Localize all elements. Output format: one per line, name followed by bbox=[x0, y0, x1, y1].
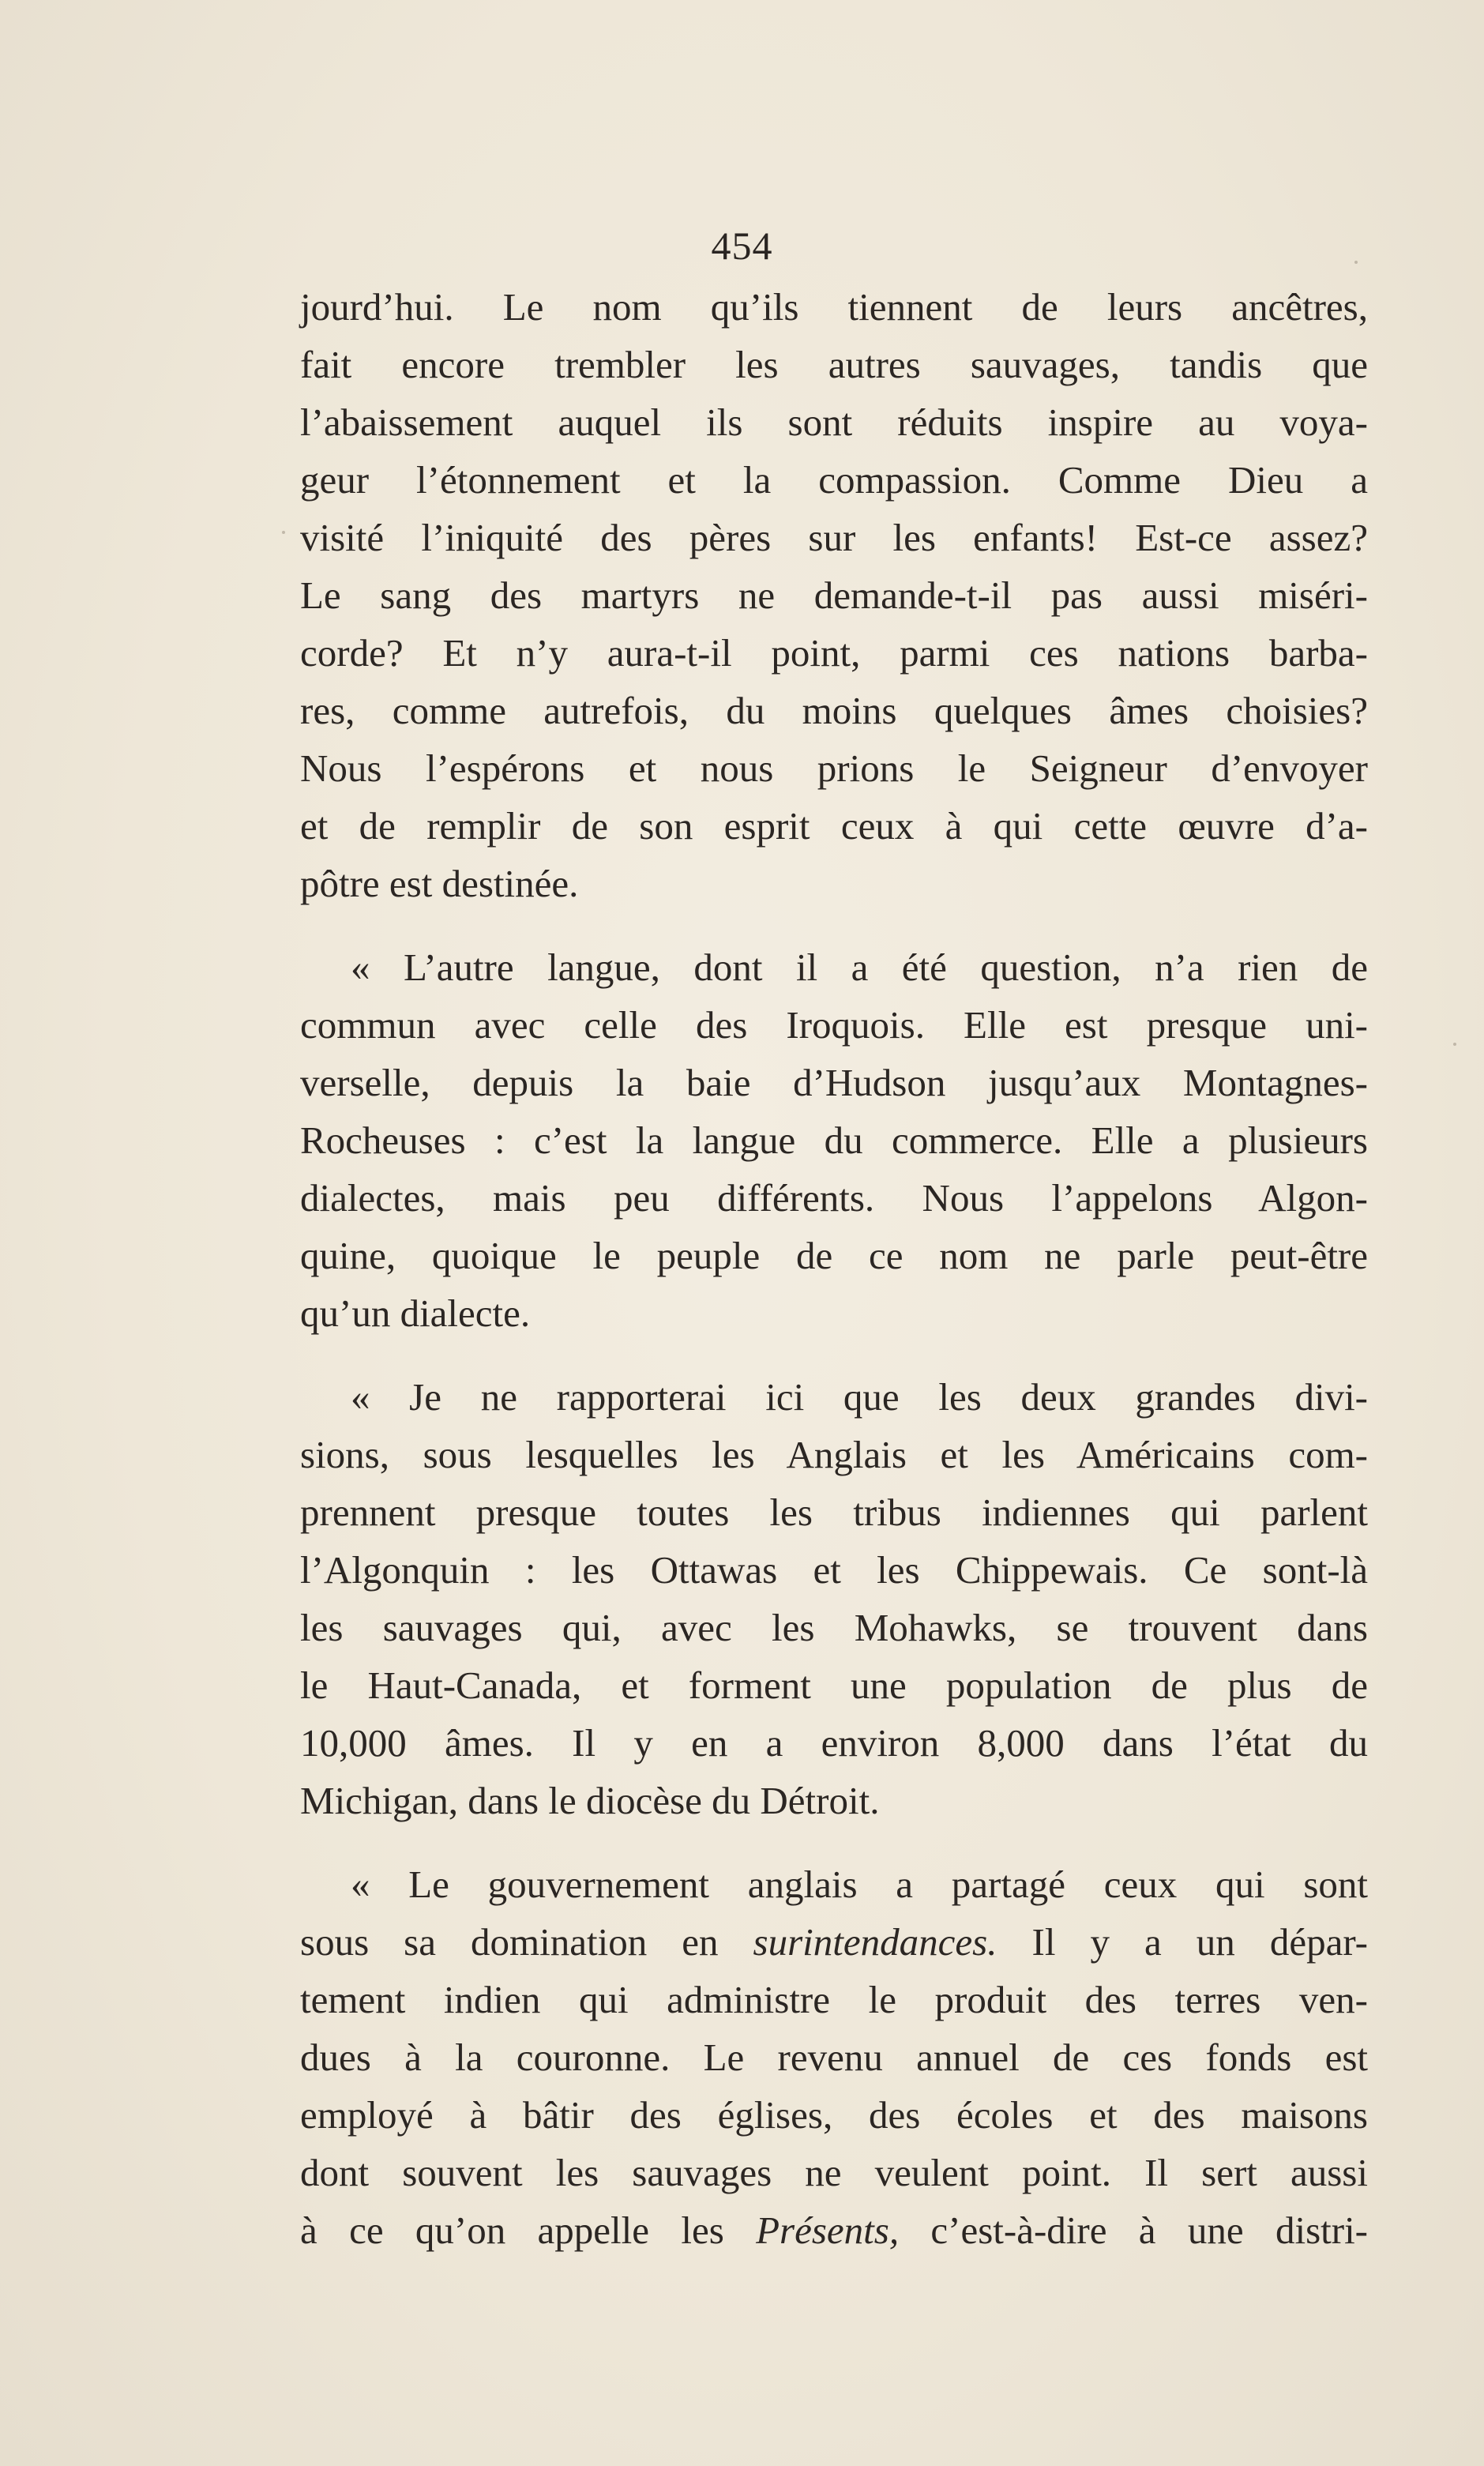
text-line: qu’un dialecte. bbox=[300, 1291, 531, 1335]
text-line: l’abaissement auquel ils sont réduits inspire au voya- bbox=[300, 400, 1368, 444]
text-line: prennent presque toutes les tribus indiennes qui parlent bbox=[300, 1491, 1368, 1534]
text-line: res, comme autrefois, du moins quelques âmes choisies? bbox=[300, 689, 1368, 732]
text-line: dues à la couronne. Le revenu annuel de ces fonds est bbox=[300, 2036, 1368, 2079]
text-line: le Haut-Canada, et forment une population de plus de bbox=[300, 1663, 1368, 1707]
text-run: Il y a un dépar- bbox=[997, 1920, 1368, 1964]
paper-speck bbox=[282, 531, 285, 534]
paper-speck bbox=[1354, 261, 1358, 264]
text-line: pôtre est destinée. bbox=[300, 862, 579, 905]
text-line: tement indien qui administre le produit des terres ven- bbox=[300, 1978, 1368, 2021]
paragraph-4 bbox=[300, 1855, 1368, 2259]
text-line: geur l’étonnement et la compassion. Comme Dieu a bbox=[300, 458, 1368, 502]
italic-term: surintendances. bbox=[753, 1920, 997, 1964]
text-line: 10,000 âmes. Il y en a environ 8,000 dans l’état du bbox=[300, 1721, 1368, 1765]
text-line: fait encore trembler les autres sauvages, tandis que bbox=[300, 343, 1368, 386]
text-line: Le sang des martyrs ne demande-t-il pas aussi miséri- bbox=[300, 573, 1368, 617]
text-line: jourd’hui. Le nom qu’ils tiennent de leurs ancêtres, bbox=[300, 285, 1368, 329]
text-line: l’Algonquin : les Ottawas et les Chippewais. Ce sont-là bbox=[300, 1548, 1368, 1592]
text-line: « Je ne rapporterai ici que les deux grandes divi- bbox=[351, 1375, 1368, 1419]
text-line: commun avec celle des Iroquois. Elle est presque uni- bbox=[300, 1003, 1368, 1047]
text-line: Michigan, dans le diocèse du Détroit. bbox=[300, 1779, 880, 1822]
body-text bbox=[300, 278, 1368, 2259]
text-line: Rocheuses : c’est la langue du commerce. Elle a plusieurs bbox=[300, 1118, 1368, 1162]
text-line: Nous l’espérons et nous prions le Seigneur d’envoyer bbox=[300, 746, 1368, 790]
text-line bbox=[300, 2201, 1368, 2259]
paragraph-3 bbox=[300, 1368, 1368, 1829]
paragraph-1 bbox=[300, 278, 1368, 912]
text-run: à ce qu’on appelle les bbox=[300, 2208, 757, 2252]
italic-term: Présents, bbox=[756, 2208, 900, 2252]
text-run: c’est-à-dire à une distri- bbox=[899, 2208, 1368, 2252]
text-line: « L’autre langue, dont il a été question, n’a rien de bbox=[351, 945, 1368, 989]
text-line: dont souvent les sauvages ne veulent point. Il sert aussi bbox=[300, 2151, 1368, 2194]
text-line: « Le gouvernement anglais a partagé ceux qui sont bbox=[351, 1863, 1368, 1906]
text-run: sous sa domination en bbox=[300, 1920, 753, 1964]
text-line: sions, sous lesquelles les Anglais et les Américains com- bbox=[300, 1433, 1368, 1476]
text-line: verselle, depuis la baie d’Hudson jusqu’aux Montagnes- bbox=[300, 1061, 1368, 1104]
paragraph-2 bbox=[300, 938, 1368, 1342]
page-number: 454 bbox=[711, 224, 773, 268]
text-line: visité l’iniquité des pères sur les enfants! Est-ce assez? bbox=[300, 516, 1368, 559]
text-line: dialectes, mais peu différents. Nous l’appelons Algon- bbox=[300, 1176, 1368, 1220]
text-line: employé à bâtir des églises, des écoles et des maisons bbox=[300, 2093, 1368, 2137]
text-line: les sauvages qui, avec les Mohawks, se trouvent dans bbox=[300, 1606, 1368, 1649]
paper-speck bbox=[1453, 1043, 1456, 1046]
text-line: quine, quoique le peuple de ce nom ne parle peut-être bbox=[300, 1234, 1368, 1277]
text-line: et de remplir de son esprit ceux à qui cette œuvre d’a- bbox=[300, 804, 1368, 848]
text-line: corde? Et n’y aura-t-il point, parmi ces nations barba- bbox=[300, 631, 1368, 675]
text-line bbox=[300, 1913, 1368, 1971]
